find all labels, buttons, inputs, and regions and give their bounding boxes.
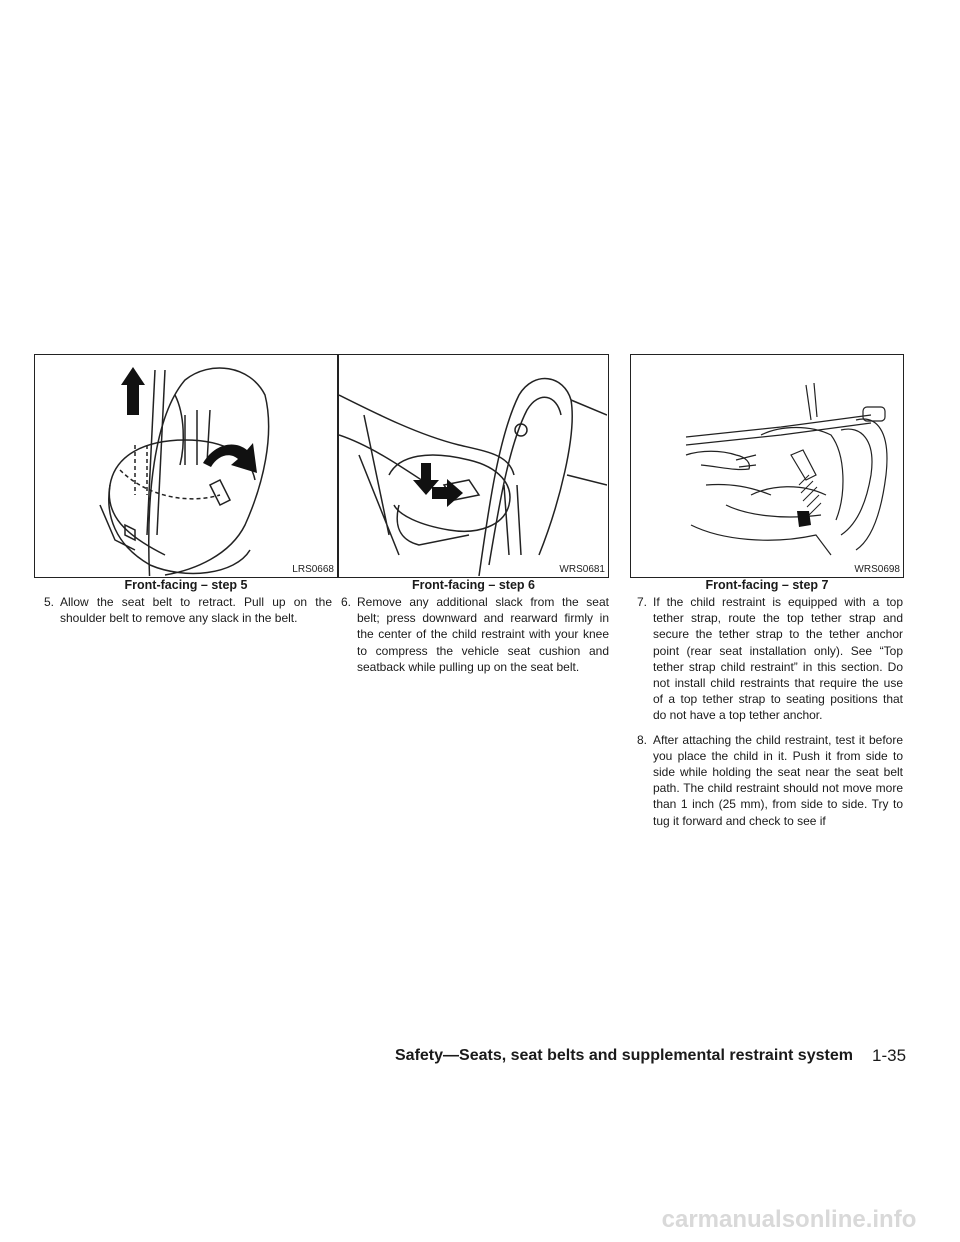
figure-front-facing-step-5 <box>34 354 338 578</box>
step-text: After attaching the child restraint, test it before you place the child in it. Push it from side to side while holding the seat near the seat belt path. The child restraint should not move more than 1 inch (25 mm), from side to side. Try to tug it forward and check to see if <box>653 732 903 828</box>
figure-caption: Front-facing – step 6 <box>412 578 535 592</box>
section-title: Safety—Seats, seat belts and supplemental restraint system <box>395 1047 853 1064</box>
step-text: Allow the seat belt to retract. Pull up on the shoulder belt to remove any slack in the belt. <box>60 595 332 626</box>
page-number: 1-35 <box>872 1046 907 1065</box>
step-item <box>341 594 609 675</box>
step-number: 5. <box>44 595 55 609</box>
step-number: 8. <box>637 732 648 747</box>
svg-text:carmanualsonline.info: carmanualsonline.info <box>661 1206 917 1233</box>
figure-code: LRS0668 <box>292 564 334 575</box>
figure-front-facing-step-7 <box>630 354 904 578</box>
step-number: 6. <box>341 595 352 609</box>
step-item <box>637 594 903 724</box>
child-seat-illustration-step5 <box>35 355 336 576</box>
knee-press-illustration-step6 <box>339 355 607 576</box>
figure-front-facing-step-6 <box>338 354 609 578</box>
step-text: Remove any additional slack from the seat belt; press downward and rearward firmly in the center of the child restraint with your knee to compress the vehicle seat cushion and seatback while pulling up on the seat belt. <box>357 595 609 674</box>
step-item <box>637 732 903 829</box>
figure-caption: Front-facing – step 5 <box>124 578 248 592</box>
figure-caption: Front-facing – step 7 <box>705 578 829 592</box>
text-column-3 <box>637 594 903 837</box>
figure-code: WRS0698 <box>854 564 900 575</box>
top-tether-illustration-step7 <box>631 355 902 576</box>
text-column-1 <box>44 594 332 634</box>
step-text: If the child restraint is equipped with a top tether strap, route the top tether strap and secure the tether strap to the tether anchor point (rear seat installation only). See “Top tether strap child restraint” in this section. Do not install child restraints that require the use of a top tether strap to seating positions that do not have a top tether anchor. <box>653 595 903 723</box>
figure-code: WRS0681 <box>559 564 605 575</box>
step-number: 7. <box>637 595 648 609</box>
watermark-logo <box>629 1199 949 1239</box>
step-item <box>44 594 332 626</box>
text-column-2 <box>341 594 609 683</box>
